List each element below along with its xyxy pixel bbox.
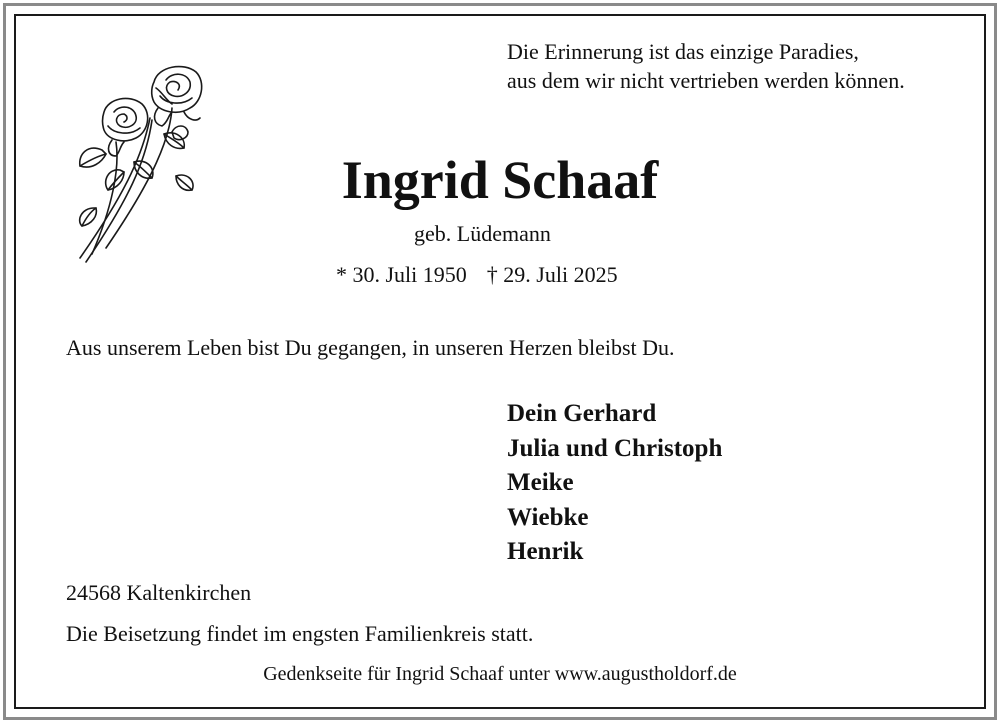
location: 24568 Kaltenkirchen	[66, 580, 252, 605]
quote-line-2: aus dem wir nicht vertrieben werden können.	[507, 68, 905, 93]
mourner-1: Dein Gerhard	[507, 400, 657, 427]
mourner-2: Julia und Christoph	[507, 434, 723, 462]
life-dates	[336, 261, 618, 289]
farewell-text: Aus unserem Leben bist Du gegangen, in unseren Herzen bleibst Du.	[66, 335, 675, 360]
deceased-name-row	[0, 148, 1000, 212]
mourner-4: Wiebke	[507, 503, 589, 531]
mourner-5: Henrik	[507, 538, 584, 565]
burial-note: Die Beisetzung findet im engsten Familienkreis statt.	[66, 621, 534, 646]
memorial-page-link[interactable]: Gedenkseite für Ingrid Schaaf unter www.augustholdorf.de	[263, 663, 737, 685]
quote	[507, 37, 905, 95]
death-date: † 29. Juli 2025	[486, 262, 618, 287]
birth-name: geb. Lüdemann	[414, 221, 551, 246]
mourner-3: Meike	[507, 469, 574, 496]
deceased-name: Ingrid Schaaf	[341, 150, 659, 210]
birth-date: * 30. Juli 1950	[336, 262, 467, 287]
quote-line-1: Die Erinnerung ist das einzige Paradies,	[507, 39, 859, 64]
mourners-list	[507, 397, 722, 570]
